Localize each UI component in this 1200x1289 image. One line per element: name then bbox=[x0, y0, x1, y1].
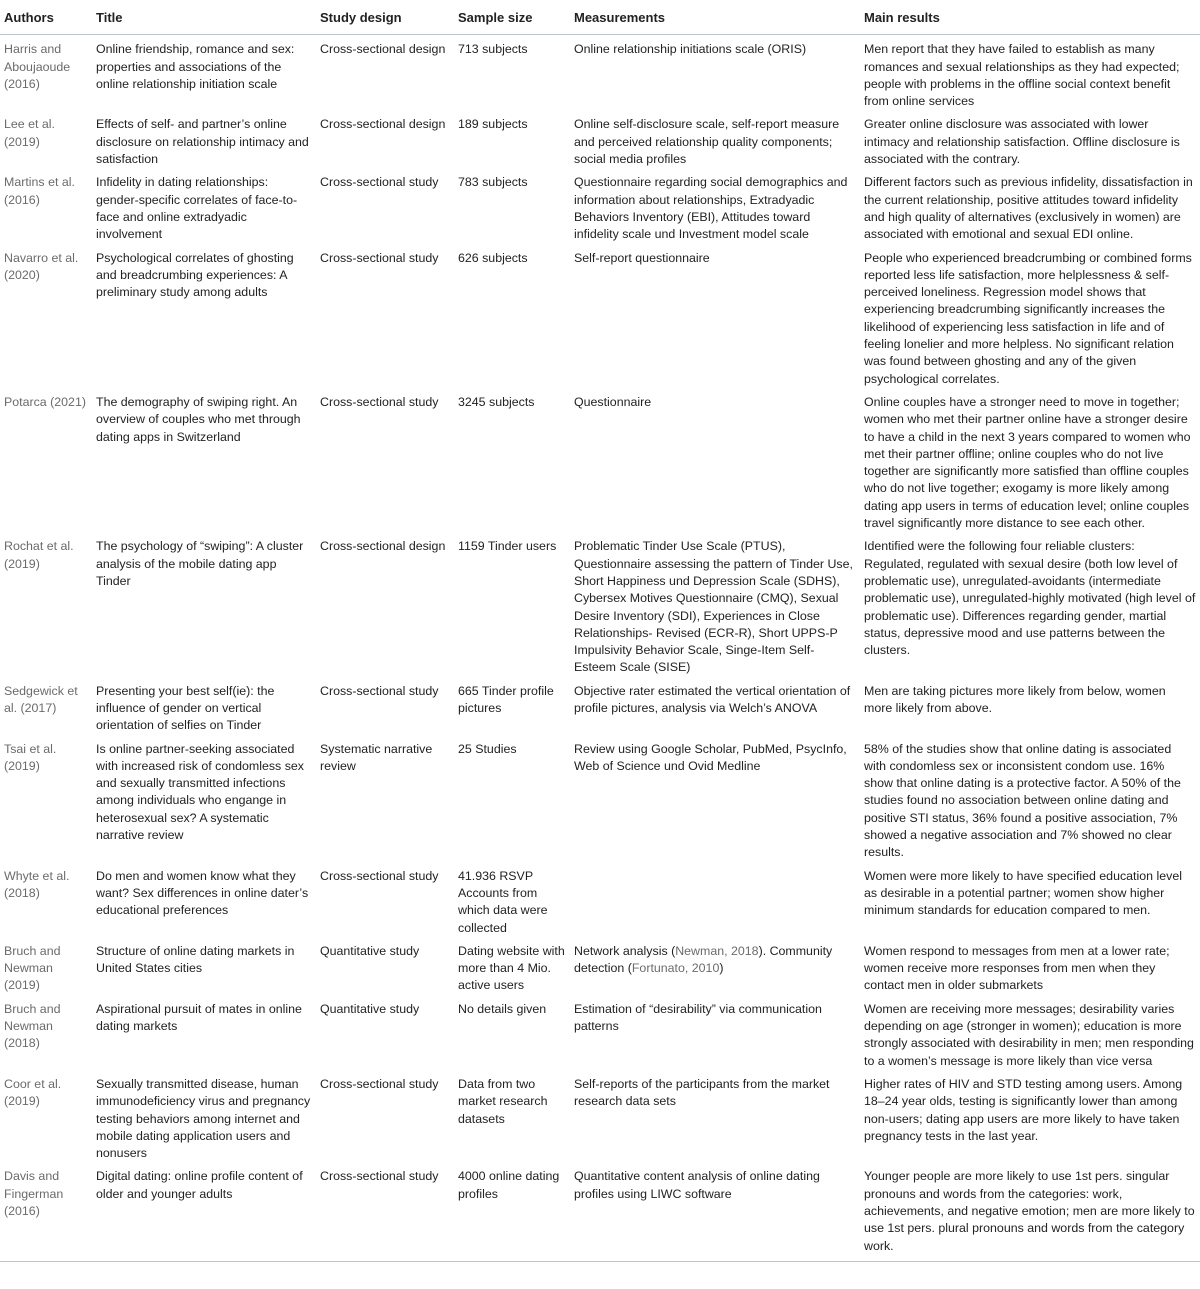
cell-title: Online friendship, romance and sex: properties and associations of the online relationship initiation scale bbox=[96, 42, 295, 91]
cell-design: Quantitative study bbox=[320, 1001, 420, 1016]
cell-design: Cross-sectional study bbox=[320, 1076, 439, 1091]
cell-design: Cross-sectional study bbox=[320, 175, 439, 190]
cell-sample: 1159 Tinder users bbox=[458, 539, 557, 554]
cell-design: Cross-sectional study bbox=[320, 394, 439, 409]
table-row bbox=[0, 735, 1200, 862]
cell-results: Men report that they have failed to establish as many romances and sexual relationships as they had expected; people with problems in the offline social context benefit from online services bbox=[864, 42, 1180, 109]
citation-link[interactable]: Fortunato, 2010 bbox=[631, 961, 720, 976]
cell-sample: 665 Tinder profile pictures bbox=[458, 683, 554, 715]
cell-sample: 626 subjects bbox=[458, 250, 528, 265]
cell-results: Greater online disclosure was associated with lower intimacy and relationship satisfaction. Offline disclosure is associated with the contrary. bbox=[864, 117, 1180, 167]
table-row bbox=[0, 862, 1200, 937]
cell-authors: Martins et al. (2016) bbox=[4, 175, 75, 207]
cell-authors: Harris and Aboujaoude (2016) bbox=[4, 42, 71, 91]
cell-authors: Navarro et al. (2020) bbox=[4, 250, 79, 282]
header-main-results: Main results bbox=[860, 0, 1200, 35]
cell-measurements: Problematic Tinder Use Scale (PTUS), Questionnaire assessing the pattern of Tinder Use, Short Happiness und Depression Scale (SDHS), Cybersex Motives Questionnaire (CMQ), Sexual Desire Inventory (SDI), Experiences in Close Relationships- Revised (ECR-R), Short UPPS-P Impulsivity Behavior Scale, Singe-Item Self-Esteem Scale (SISE) bbox=[574, 539, 853, 675]
cell-results: Men are taking pictures more likely from below, women more likely from above. bbox=[864, 683, 1166, 715]
cell-results: Identified were the following four reliable clusters: Regulated, regulated with sexual desire (both low level of problematic use), unregulated-avoidants (intermediate problematic use), unregulated-highly motivated (high level of problematic use). Differences regarding gender, martial status, depressive mood and use patterns between the clusters. bbox=[864, 539, 1196, 658]
table-row bbox=[0, 532, 1200, 676]
table-row bbox=[0, 244, 1200, 388]
header-study-design: Study design bbox=[316, 0, 454, 35]
cell-authors: Bruch and Newman (2018) bbox=[4, 1001, 61, 1051]
cell-results: Women respond to messages from men at a lower rate; women receive more responses from men when they contact men in older submarkets bbox=[864, 943, 1170, 993]
header-measurements: Measurements bbox=[570, 0, 860, 35]
cell-title: Sexually transmitted disease, human immunodeficiency virus and pregnancy testing behaviors among internet and mobile dating application users and nonusers bbox=[96, 1076, 311, 1161]
table-row bbox=[0, 1070, 1200, 1162]
cell-design: Cross-sectional study bbox=[320, 250, 439, 265]
cell-sample: 4000 online dating profiles bbox=[454, 1162, 570, 1261]
cell-authors: Tsai et al. (2019) bbox=[4, 741, 57, 773]
cell-title: The demography of swiping right. An overview of couples who met through dating apps in Switzerland bbox=[96, 394, 301, 444]
cell-authors: Sedgewick et al. (2017) bbox=[4, 683, 78, 715]
cell-title: Structure of online dating markets in United States cities bbox=[96, 943, 295, 976]
cell-design: Cross-sectional design bbox=[320, 42, 446, 57]
cell-measurements: Questionnaire bbox=[574, 394, 652, 409]
measure-text: ). Community detection ( bbox=[574, 943, 833, 976]
cell-design: Cross-sectional design bbox=[320, 539, 446, 554]
cell-measurements: Online self-disclosure scale, self-report measure and perceived relationship quality components; social media profiles bbox=[574, 117, 840, 167]
cell-results: Different factors such as previous infidelity, dissatisfaction in the current relationship, positive attitudes toward infidelity and high quality of alternatives (exclusively in women) are associated with emotional and sexual EDI online. bbox=[864, 175, 1193, 242]
cell-title: Presenting your best self(ie): the influence of gender on vertical orientation of selfies on Tinder bbox=[96, 683, 275, 733]
header-sample-size: Sample size bbox=[454, 0, 570, 35]
cell-sample: 41.936 RSVP Accounts from which data were collected bbox=[458, 868, 548, 935]
cell-title: Infidelity in dating relationships: gender-specific correlates of face-to-face and online extradyadic involvement bbox=[96, 175, 298, 242]
cell-design: Cross-sectional study bbox=[320, 683, 439, 698]
measure-text: Network analysis ( bbox=[574, 943, 676, 958]
cell-design: Cross-sectional study bbox=[316, 1162, 454, 1261]
table-row bbox=[0, 168, 1200, 243]
cell-results: Younger people are more likely to use 1st pers. singular pronouns and words from the categories: work, achievements, and negative emotion; men are more likely to use 1st pers. plural pronouns and words from the category work. bbox=[860, 1162, 1200, 1261]
cell-results: 58% of the studies show that online dating is associated with condomless sex or inconsistent condom use. 16% show that online dating is a protective factor. A 50% of the studies found no association between online dating and positive STI status, 36% found a positive association, 7% showed a negative association and 7% showed no clear results. bbox=[864, 741, 1181, 860]
cell-title: The psychology of “swiping”: A cluster analysis of the mobile dating app Tinder bbox=[96, 539, 304, 588]
cell-authors: Lee et al. (2019) bbox=[4, 117, 55, 149]
cell-measurements: Quantitative content analysis of online dating profiles using LIWC software bbox=[570, 1162, 860, 1261]
cell-authors: Rochat et al. (2019) bbox=[4, 539, 74, 571]
table-row bbox=[0, 937, 1200, 995]
cell-measurements: Objective rater estimated the vertical orientation of profile pictures, analysis via Welch’s ANOVA bbox=[574, 683, 851, 715]
cell-results: Higher rates of HIV and STD testing among users. Among 18–24 year olds, testing is significantly lower than among non-users; dating app users are more likely to have taken pregnancy tests in the last year. bbox=[864, 1076, 1183, 1143]
cell-design: Quantitative study bbox=[320, 943, 420, 958]
cell-sample: 783 subjects bbox=[458, 175, 528, 190]
cell-measurements: Self-report questionnaire bbox=[574, 250, 710, 265]
table-row bbox=[0, 1162, 1200, 1261]
cell-sample: 25 Studies bbox=[458, 741, 517, 756]
table-row bbox=[0, 35, 1200, 111]
cell-measurements bbox=[570, 937, 860, 995]
header-row bbox=[0, 0, 1200, 35]
cell-title: Do men and women know what they want? Sex differences in online dater’s educational preferences bbox=[96, 868, 309, 918]
cell-authors: Bruch and Newman (2019) bbox=[4, 943, 61, 993]
cell-sample: 189 subjects bbox=[458, 117, 528, 132]
cell-results: People who experienced breadcrumbing or combined forms reported less life satisfaction, more helplessness & self-perceived loneliness. Regression model shows that experiencing breadcrumbing significantly increases the likelihood of experiencing less satisfaction in life and of feeling lonelier and more helpless. No significant relation was found between ghosting and any of the given psychological correlates. bbox=[864, 250, 1192, 386]
cell-sample: No details given bbox=[458, 1001, 547, 1016]
cell-sample: 713 subjects bbox=[458, 42, 528, 57]
cell-sample: Dating website with more than 4 Mio. active users bbox=[458, 943, 565, 993]
cell-measurements: Estimation of “desirability” via communication patterns bbox=[574, 1001, 822, 1034]
cell-results: Women are receiving more messages; desirability varies depending on age (stronger in women); education is more strongly associated with desirability in men; men responding to a women’s message is more likely than vice versa bbox=[864, 1001, 1194, 1068]
cell-title: Effects of self- and partner’s online disclosure on relationship intimacy and satisfaction bbox=[96, 117, 309, 167]
table-row bbox=[0, 388, 1200, 532]
cell-title: Digital dating: online profile content of older and younger adults bbox=[92, 1162, 316, 1261]
cell-measurements: Online relationship initiations scale (ORIS) bbox=[574, 42, 807, 57]
cell-measurements: Review using Google Scholar, PubMed, PsycInfo, Web of Science und Ovid Medline bbox=[574, 741, 847, 773]
table-row bbox=[0, 995, 1200, 1070]
cell-design: Systematic narrative review bbox=[320, 741, 433, 773]
cell-measurements: Self-reports of the participants from the market research data sets bbox=[574, 1076, 830, 1109]
cell-title: Psychological correlates of ghosting and breadcrumbing experiences: A preliminary study among adults bbox=[96, 250, 294, 300]
cell-sample: Data from two market research datasets bbox=[458, 1076, 548, 1126]
measure-text: ) bbox=[719, 961, 724, 976]
cell-authors: Whyte et al. (2018) bbox=[4, 868, 70, 900]
cell-authors: Potarca (2021) bbox=[4, 394, 86, 409]
header-authors: Authors bbox=[0, 0, 92, 35]
cell-title: Is online partner-seeking associated with increased risk of condomless sex and sexually transmitted infections among individuals who engange in heterosexual sex? A systematic narrative review bbox=[96, 741, 304, 843]
header-title: Title bbox=[92, 0, 316, 35]
cell-authors: Coor et al. (2019) bbox=[4, 1076, 62, 1109]
cell-results: Online couples have a stronger need to move in together; women who met their partner online have a stronger desire to have a child in the next 3 years compared to women who met their partner offline; online couples who do not live together are significantly more satisfied than offline couples who do not live together; exogamy is more likely among dating app users in terms of education level; online couples travel significantly more distance to see each other. bbox=[864, 394, 1191, 531]
cell-results: Women were more likely to have specified education level as desirable in a potential partner; women show higher minimum standards for education compared to men. bbox=[864, 868, 1182, 918]
cell-measurements bbox=[570, 862, 860, 937]
cell-authors: Davis and Fingerman (2016) bbox=[0, 1162, 92, 1261]
cell-measurements: Questionnaire regarding social demographics and information about relationships, Extradyadic Behaviors Inventory (EBI), Attitudes toward infidelity scale und Investment model scale bbox=[574, 175, 848, 242]
cell-design: Cross-sectional study bbox=[320, 868, 439, 883]
cell-title: Aspirational pursuit of mates in online dating markets bbox=[96, 1001, 302, 1034]
table-row bbox=[0, 110, 1200, 168]
table-row bbox=[0, 677, 1200, 735]
cell-sample: 3245 subjects bbox=[458, 394, 535, 409]
citation-link[interactable]: Newman, 2018 bbox=[675, 943, 759, 958]
cell-design: Cross-sectional design bbox=[320, 117, 446, 132]
